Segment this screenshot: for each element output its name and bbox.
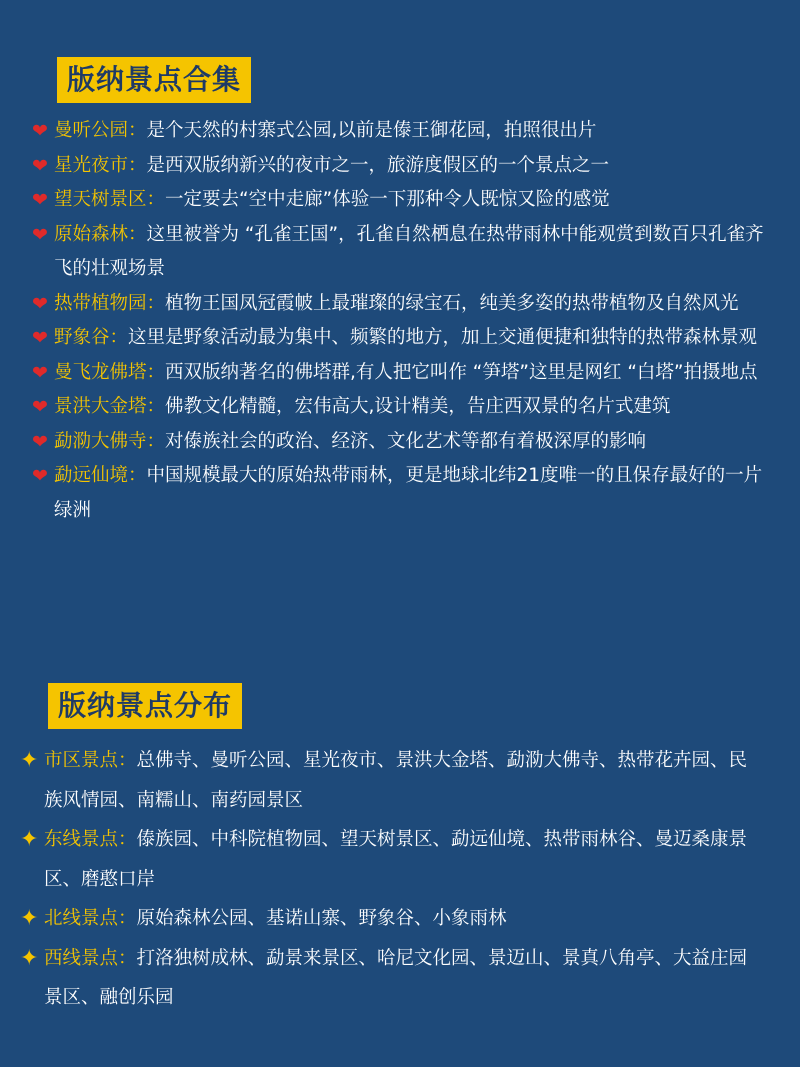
distribution-list bbox=[20, 741, 760, 1018]
heart-icon: ❤ bbox=[32, 189, 48, 211]
sparkle-star-icon: ✦ bbox=[20, 827, 39, 852]
sparkle-star-icon: ✦ bbox=[20, 906, 39, 931]
sparkle-star-icon: ✦ bbox=[20, 945, 39, 971]
attraction-desc: 是个天然的村寨式公园,以前是傣王御花园，拍照很出片 bbox=[146, 120, 597, 141]
attraction-desc: 这里是野象活动最为集中、频繁的地方，加上交通便捷和独特的热带森林景观 bbox=[128, 327, 758, 348]
attraction-desc: 植物王国凤冠霞帔上最璀璨的绿宝石，纯美多姿的热带植物及自然风光 bbox=[165, 292, 739, 314]
sparkle-star-icon: ✦ bbox=[20, 748, 39, 773]
attraction-name: 曼听公园 bbox=[54, 120, 129, 141]
attraction-desc: 佛教文化精髓，宏伟高大,设计精美，告庄西双景的名片式建筑 bbox=[165, 396, 671, 417]
attraction-desc: 西双版纳著名的佛塔群,有人把它叫作 “笋塔”这里是网红 “白塔”拍摄地点 bbox=[165, 361, 758, 383]
list-item: ❤ 原始森林：这里被誉为 “孔雀王国”，孔雀自然栖息在热带雨林中能观赏到数百只孔雀齐飞的壮观场景 bbox=[32, 218, 772, 287]
route-name: 东线景点 bbox=[44, 829, 119, 850]
attraction-desc: 是西双版纳新兴的夜市之一，旅游度假区的一个景点之一 bbox=[146, 154, 610, 176]
heart-icon: ❤ bbox=[32, 465, 48, 487]
attraction-name: 原始森林 bbox=[54, 223, 129, 245]
list-item: ❤ 勐远仙境：中国规模最大的原始热带雨林，更是地球北纬21度唯一的且保存最好的一片绿洲 bbox=[32, 459, 772, 528]
list-item: ✦ 西线景点：打洛独树成林、勐景来景区、哈尼文化园、景迈山、景真八角亭、大益庄园景区、融创乐园 bbox=[20, 939, 760, 1018]
attraction-name: 热带植物园 bbox=[54, 292, 147, 314]
route-desc: 总佛寺、曼听公园、星光夜市、景洪大金塔、勐泐大佛寺、热带花卉园、民族风情园、南糯山、南药园景区 bbox=[44, 750, 748, 811]
heart-icon: ❤ bbox=[32, 361, 48, 384]
attraction-name: 星光夜市 bbox=[54, 154, 129, 176]
list-item: ❤ 野象谷：这里是野象活动最为集中、频繁的地方，加上交通便捷和独特的热带森林景观 bbox=[32, 321, 772, 356]
route-name: 市区景点 bbox=[44, 750, 119, 771]
attraction-list bbox=[32, 114, 772, 528]
section-title-collection: 版纳景点合集 bbox=[57, 57, 251, 103]
route-desc: 打洛独树成林、勐景来景区、哈尼文化园、景迈山、景真八角亭、大益庄园景区、融创乐园 bbox=[44, 947, 748, 1008]
attraction-desc: 一定要去“空中走廊”体验一下那种令人既惊又险的感觉 bbox=[165, 189, 610, 210]
attraction-name: 景洪大金塔 bbox=[54, 396, 147, 417]
attraction-name: 勐远仙境 bbox=[54, 465, 129, 486]
list-item: ✦ 市区景点：总佛寺、曼听公园、星光夜市、景洪大金塔、勐泐大佛寺、热带花卉园、民族风情园、南糯山、南药园景区 bbox=[20, 741, 760, 820]
attraction-name: 勐泐大佛寺 bbox=[54, 430, 147, 452]
attraction-desc: 这里被誉为 “孔雀王国”，孔雀自然栖息在热带雨林中能观赏到数百只孔雀齐飞的壮观场景 bbox=[54, 223, 764, 279]
list-item: ❤ 曼听公园：是个天然的村寨式公园,以前是傣王御花园，拍照很出片 bbox=[32, 114, 772, 149]
section-title-distribution: 版纳景点分布 bbox=[48, 683, 242, 729]
route-name: 西线景点 bbox=[44, 947, 119, 969]
heart-icon: ❤ bbox=[32, 430, 48, 453]
list-item: ❤ 景洪大金塔：佛教文化精髓，宏伟高大,设计精美，告庄西双景的名片式建筑 bbox=[32, 390, 772, 425]
route-desc: 原始森林公园、基诺山寨、野象谷、小象雨林 bbox=[136, 908, 507, 929]
heart-icon: ❤ bbox=[32, 223, 48, 246]
heart-icon: ❤ bbox=[32, 154, 48, 177]
list-item: ✦ 东线景点：傣族园、中科院植物园、望天树景区、勐远仙境、热带雨林谷、曼迈桑康景区、磨憨口岸 bbox=[20, 820, 760, 899]
route-desc: 傣族园、中科院植物园、望天树景区、勐远仙境、热带雨林谷、曼迈桑康景区、磨憨口岸 bbox=[44, 829, 748, 890]
list-item: ❤ 勐泐大佛寺：对傣族社会的政治、经济、文化艺术等都有着极深厚的影响 bbox=[32, 425, 772, 460]
list-item: ❤ 热带植物园：植物王国凤冠霞帔上最璀璨的绿宝石，纯美多姿的热带植物及自然风光 bbox=[32, 287, 772, 322]
heart-icon: ❤ bbox=[32, 396, 48, 418]
list-item: ❤ 星光夜市：是西双版纳新兴的夜市之一，旅游度假区的一个景点之一 bbox=[32, 149, 772, 184]
heart-icon: ❤ bbox=[32, 327, 48, 349]
attraction-name: 野象谷 bbox=[54, 327, 110, 348]
route-name: 北线景点 bbox=[44, 908, 119, 929]
list-item: ✦ 北线景点：原始森林公园、基诺山寨、野象谷、小象雨林 bbox=[20, 899, 760, 939]
heart-icon: ❤ bbox=[32, 292, 48, 315]
list-item: ❤ 望天树景区：一定要去“空中走廊”体验一下那种令人既惊又险的感觉 bbox=[32, 183, 772, 218]
attraction-name: 曼飞龙佛塔 bbox=[54, 361, 147, 383]
attraction-desc: 对傣族社会的政治、经济、文化艺术等都有着极深厚的影响 bbox=[165, 430, 647, 452]
attraction-name: 望天树景区 bbox=[54, 189, 147, 210]
attraction-desc: 中国规模最大的原始热带雨林，更是地球北纬21度唯一的且保存最好的一片绿洲 bbox=[54, 465, 763, 521]
heart-icon: ❤ bbox=[32, 120, 48, 142]
list-item: ❤ 曼飞龙佛塔：西双版纳著名的佛塔群,有人把它叫作 “笋塔”这里是网红 “白塔”拍摄地点 bbox=[32, 356, 772, 391]
